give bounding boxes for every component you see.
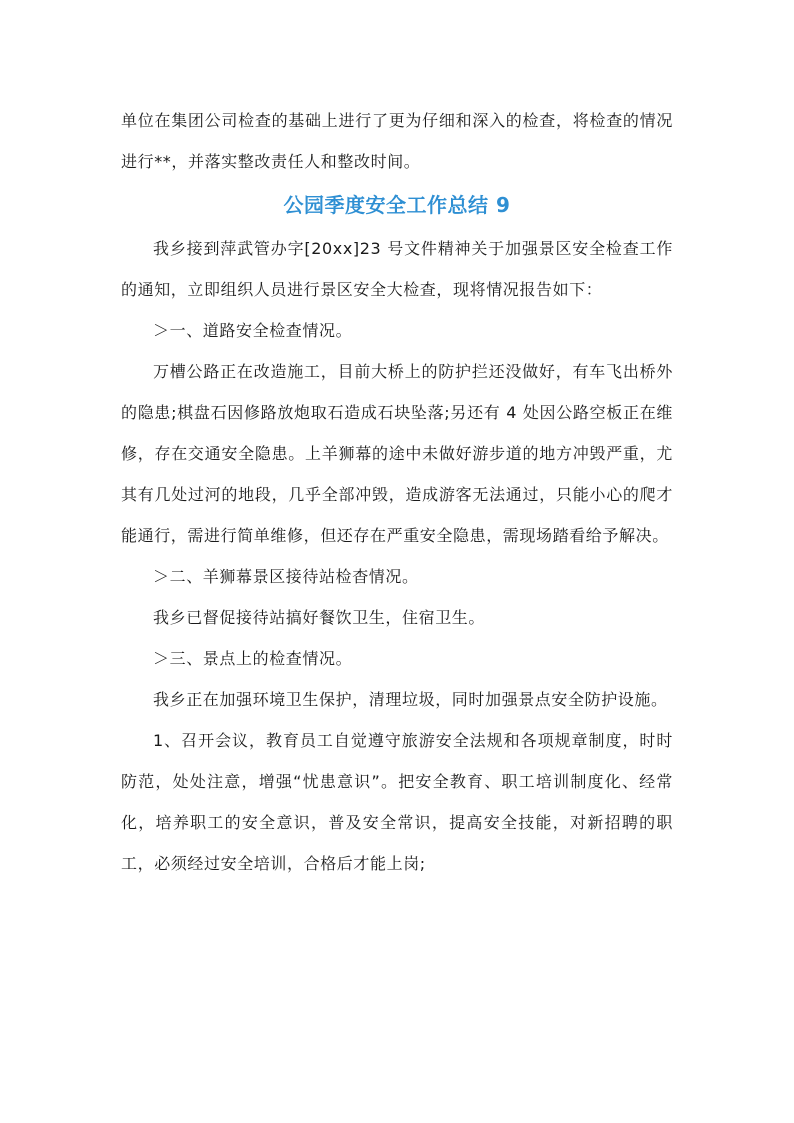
paragraph-road-safety: 万槽公路正在改造施工，目前大桥上的防护拦还没做好，有车飞出桥外的隐患;棋盘石因修路放炮取石造成石块坠落;另还有 4 处因公路空板正在维修，存在交通安全隐患。上羊狮幕的途中未做好游步道的地方冲毁严重，尤其有几处过河的地段，几乎全部冲毁，造成游客无法通过，只能小心的爬才能通行，需进行简单维修，但还存在严重安全隐患，需现场踏看给予解决。 <box>121 362 673 545</box>
heading-reception-station: ＞二、羊狮幕景区接待站检杳情况。 <box>153 567 419 586</box>
section-title: 公园季度安全工作总结 9 <box>283 193 511 217</box>
intro-paragraph: 单位在集团公司检查的基础上进行了更为仔细和深入的检查，将检查的情况进行**，并落实整改责任人和整改时间。 <box>121 111 673 171</box>
paragraph-meeting: 1、召开会议，教育员工自觉遵守旅游安全法规和各项规章制度，时时防范，处处注意，增强“忧患意识”。把安全教育、职工培训制度化、经常化，培养职工的安全意识，普及安全常识，提高安全技能，对新招聘的职工，必须经过安全培训，合格后才能上岗; <box>121 731 673 873</box>
paragraph-reception-station: 我乡已督促接待站搞好餐饮卫生，住宿卫生。 <box>153 608 486 627</box>
heading-scenic-spots: ＞三、景点上的检查情况。 <box>153 649 353 668</box>
heading-road-safety: ＞一、道路安全检查情况。 <box>153 321 353 340</box>
paragraph-scenic-spots: 我乡正在加强环境卫生保护，清理垃圾，同时加强景点安全防护设施。 <box>153 690 668 709</box>
document-body <box>121 100 673 884</box>
paragraph-notice: 我乡接到萍武管办字[20xx]23 号文件精神关于加强景区安全检查工作的通知，立即组织人员进行景区安全大检查，现将情况报告如下： <box>121 239 673 299</box>
